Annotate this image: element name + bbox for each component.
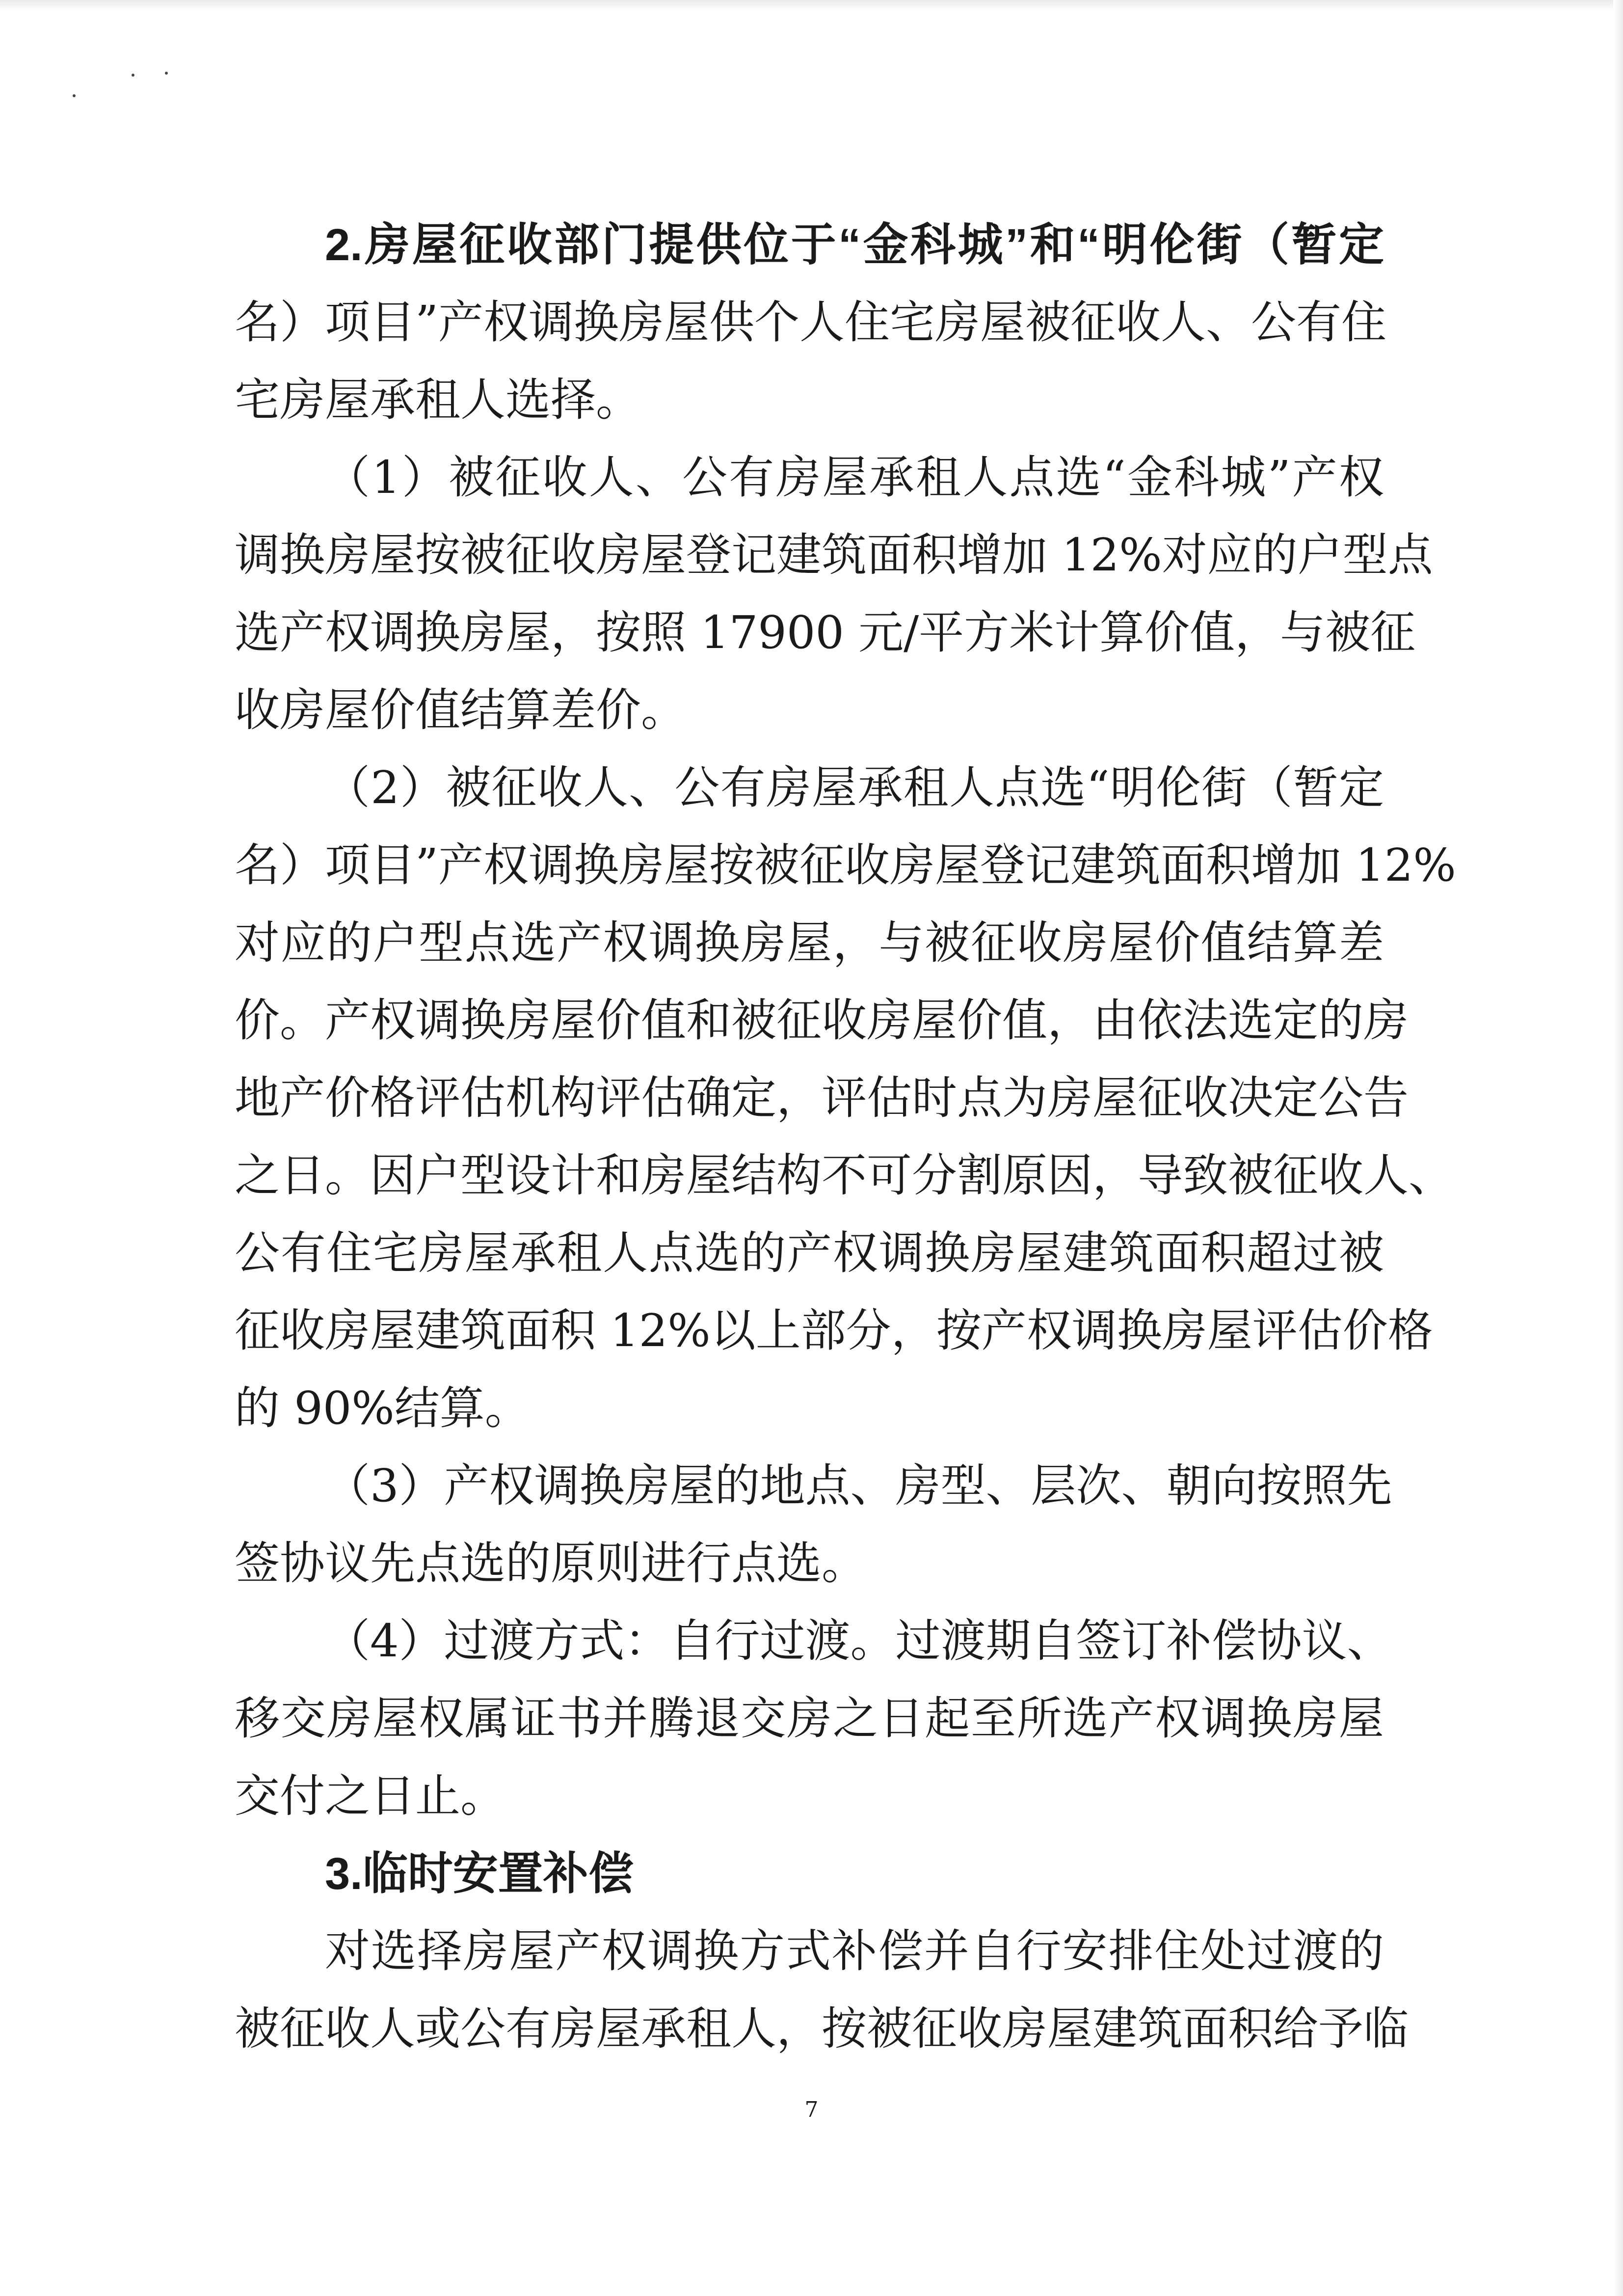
page-number: 7 [804,2097,819,2122]
section-heading-3: 3.临时安置补偿 [325,1849,634,1899]
paragraph-line: 宅房屋承租人选择。 [235,374,641,426]
paragraph-line: 征收房屋建筑面积 12%以上部分，按产权调换房屋评估价格 [235,1304,1433,1357]
scan-speck [132,74,134,77]
paragraph-line: 签协议先点选的原则进行点选。 [235,1537,867,1590]
item-1-line: （1）被征收人、公有房屋承租人点选“金科城”产权 [325,451,1384,504]
paragraph-line: 调换房屋按被征收房屋登记建筑面积增加 12%对应的户型点 [235,529,1433,581]
item-2-line: （2）被征收人、公有房屋承租人点选“明伦街（暂定 [325,761,1384,814]
scan-speck [73,94,76,97]
section-heading-2: 2.房屋征收部门提供位于“金科城”和“明伦街（暂定 [325,220,1384,270]
paragraph-line: 地产价格评估机构评估确定，评估时点为房屋征收决定公告 [235,1072,1409,1124]
paragraph-line: 被征收人或公有房屋承租人，按被征收房屋建筑面积给予临 [235,2002,1409,2055]
body-text [235,206,1456,2068]
paragraph-line: 选产权调换房屋，按照 17900 元/平方米计算价值，与被征 [235,606,1416,659]
paragraph-line: 的 90%结算。 [235,1382,530,1434]
scan-edge-top [0,0,1623,11]
paragraph-line: 名）项目”产权调换房屋按被征收房屋登记建筑面积增加 12% [235,839,1456,891]
scan-edge-right [1613,0,1623,2296]
paragraph-line: 公有住宅房屋承租人点选的产权调换房屋建筑面积超过被 [235,1227,1384,1279]
item-3-line: （3）产权调换房屋的地点、房型、层次、朝向按照先 [325,1459,1392,1512]
paragraph-line: 收房屋价值结算差价。 [235,684,687,736]
scan-speck [165,72,168,75]
paragraph-line: 移交房屋权属证书并腾退交房之日起至所选产权调换房屋 [235,1692,1384,1745]
paragraph-line: 交付之日止。 [235,1770,506,1822]
paragraph-line: 对应的户型点选产权调换房屋，与被征收房屋价值结算差 [235,917,1384,969]
paragraph-line: 之日。因户型设计和房屋结构不可分割原因，导致被征收人、 [235,1149,1454,1202]
item-4-line: （4）过渡方式：自行过渡。过渡期自签订补偿协议、 [325,1615,1392,1667]
paragraph-line: 对选择房屋产权调换方式补偿并自行安排住处过渡的 [325,1925,1384,1977]
paragraph-line: 价。产权调换房屋价值和被征收房屋价值，由依法选定的房 [235,994,1409,1047]
paragraph-line: 名）项目”产权调换房屋供个人住宅房屋被征收人、公有住 [235,296,1387,349]
